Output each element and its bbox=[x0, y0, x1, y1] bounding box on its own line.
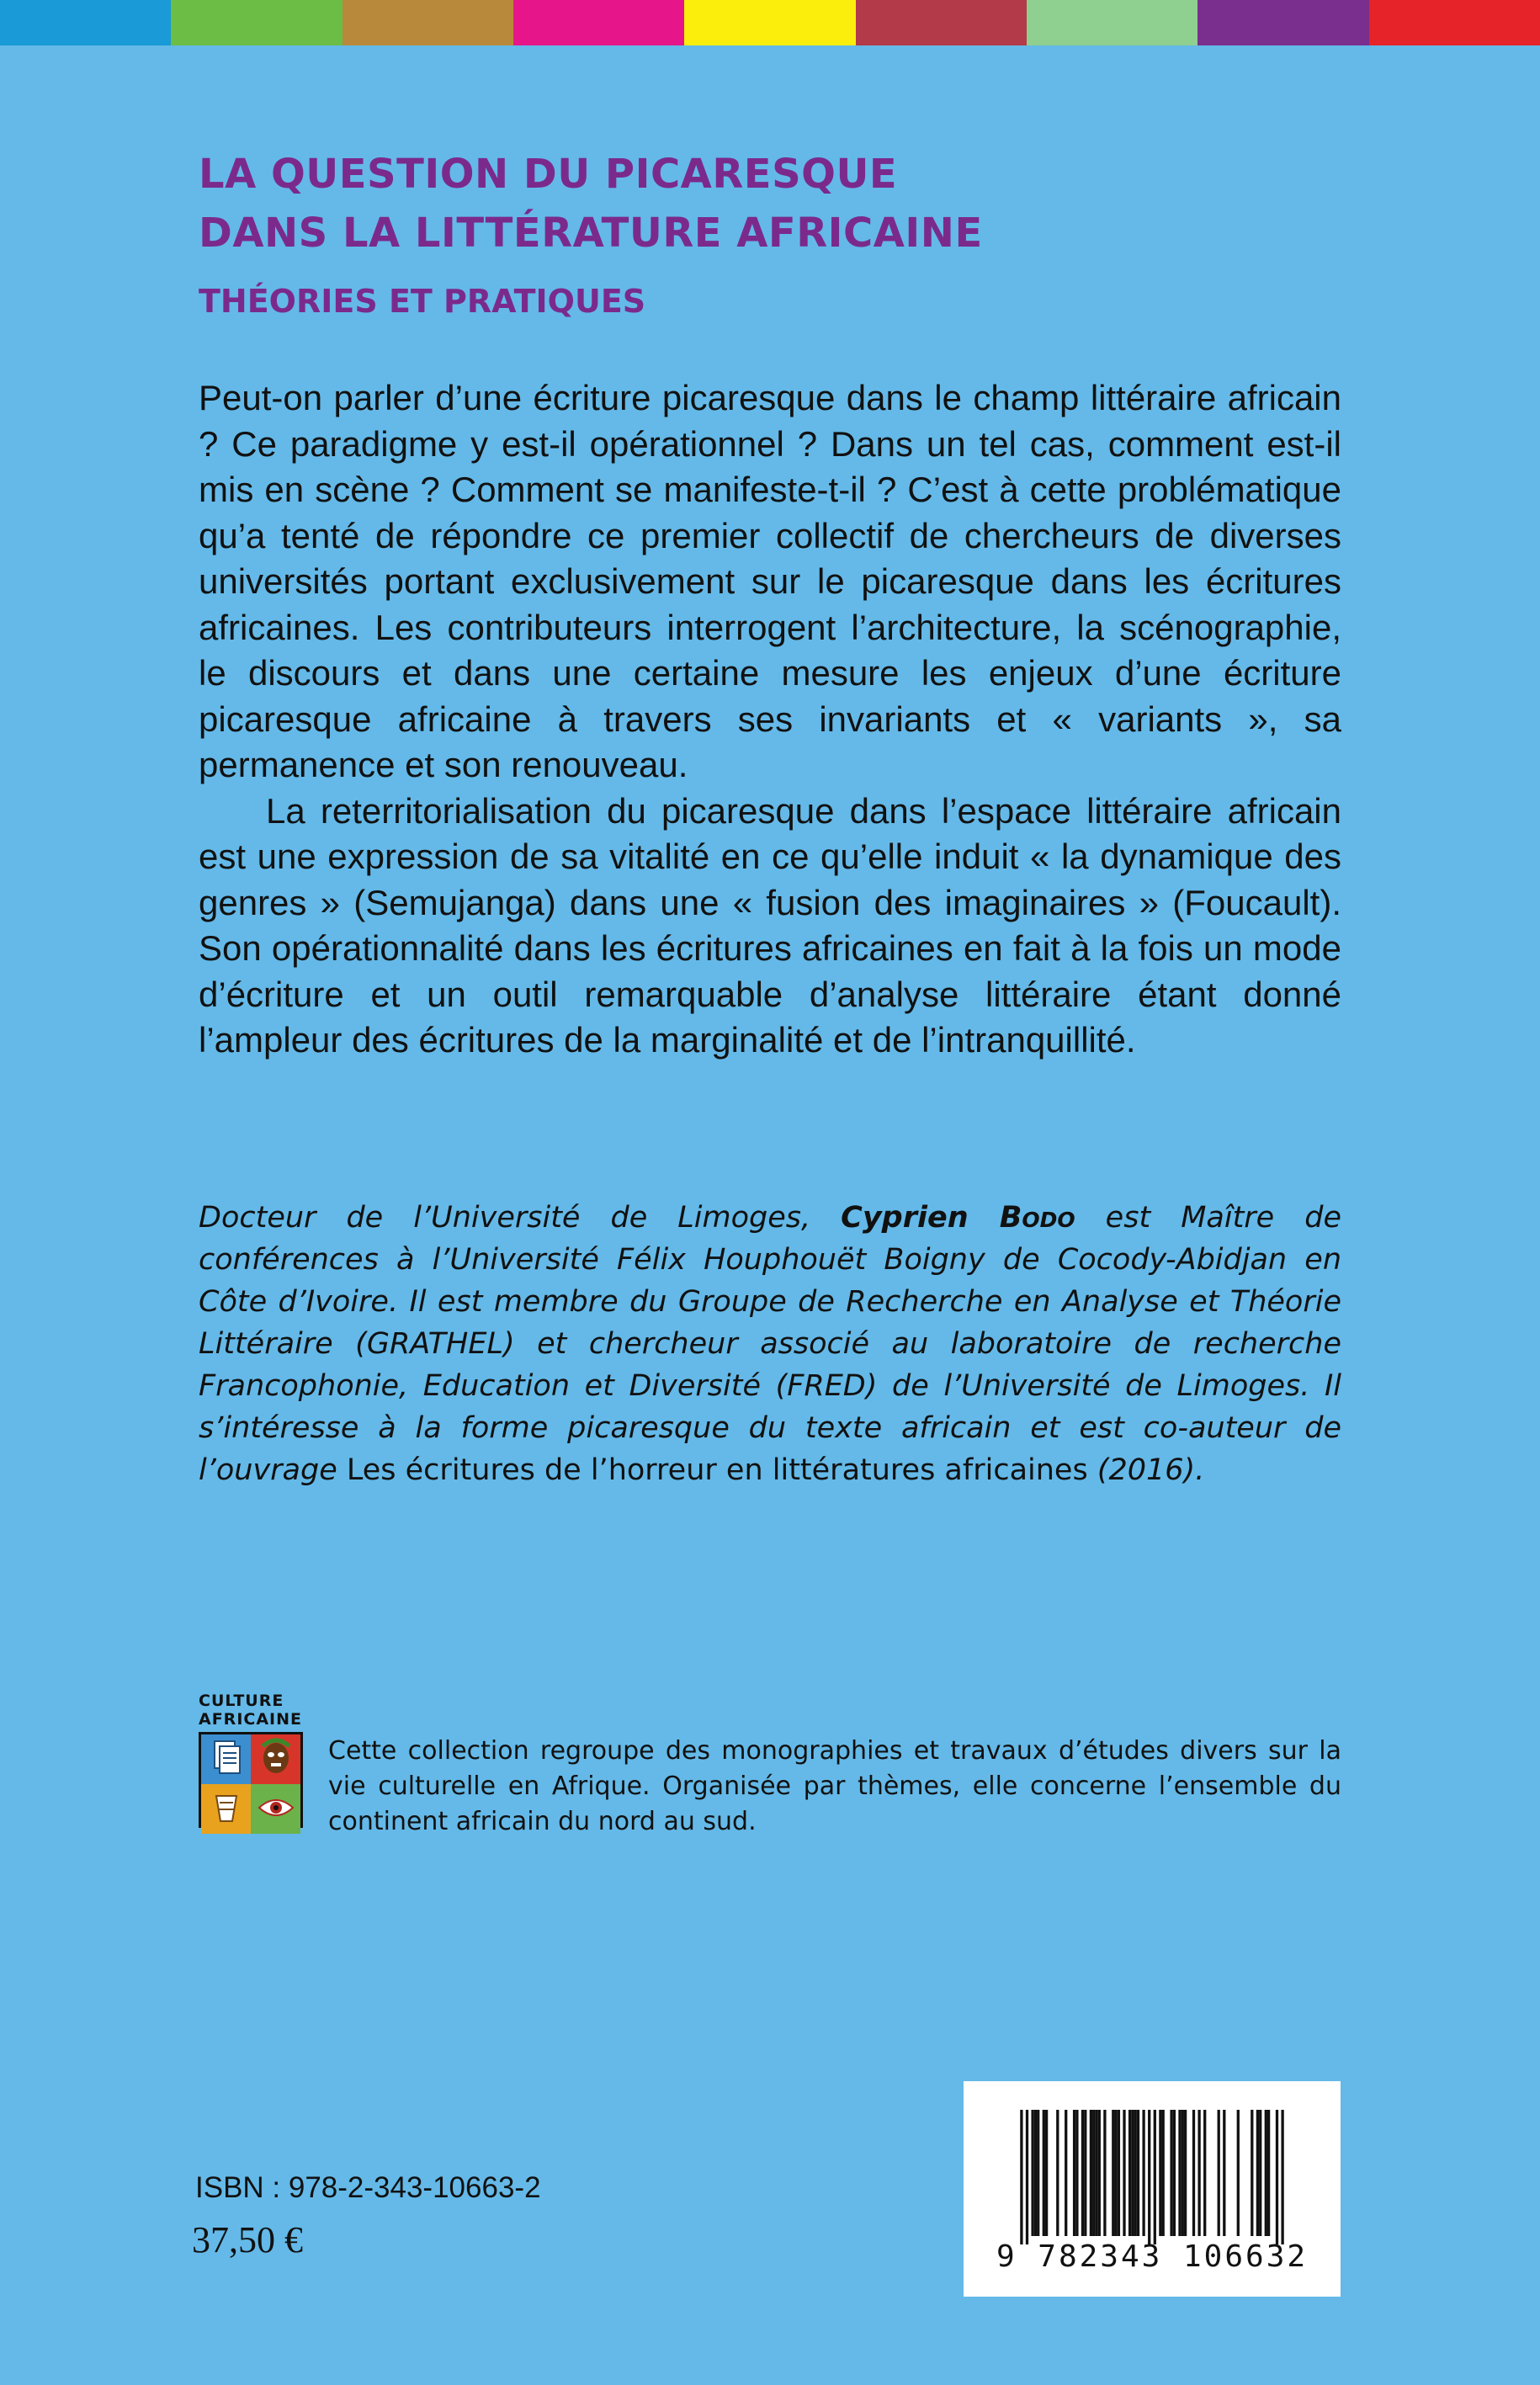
barcode-bar bbox=[1159, 2110, 1161, 2236]
logo-grid bbox=[199, 1732, 303, 1828]
barcode-bar bbox=[1128, 2110, 1131, 2236]
barcode-digits: 9 782343 106632 bbox=[996, 2239, 1309, 2274]
color-stripe bbox=[513, 0, 684, 45]
book-year: (2016). bbox=[1087, 1453, 1205, 1487]
barcode-bar bbox=[1092, 2110, 1095, 2236]
author-bio bbox=[199, 1197, 1341, 1491]
barcode-bar bbox=[1034, 2110, 1037, 2236]
barcode-bar bbox=[1182, 2110, 1184, 2236]
barcode-bar bbox=[1137, 2110, 1139, 2236]
barcode-bar bbox=[1131, 2110, 1134, 2236]
barcode-bar bbox=[1098, 2110, 1101, 2236]
blurb-paragraph-1: Peut-on parler d’une écriture picaresque dans le champ littéraire africain ? Ce paradigme y est-il opérationnel ? Dans un tel cas, comment est-il mis en scène ? Comment se manifeste-t-il ? C’est à cette problématique qu’a tenté de répondre ce premier collectif de chercheurs de diverses universités portant exclusivement sur le picaresque dans les écritures africaines. Les contributeurs interrogent l’architecture, la scénographie, le discours et dans une certaine mesure les enjeux d’une écriture picaresque africaine à travers ses invariants et « variants », sa permanence et son renouveau. bbox=[199, 378, 1341, 784]
barcode-bar bbox=[1045, 2110, 1048, 2236]
price: 37,50 € bbox=[192, 2219, 303, 2260]
blurb-paragraph-2: La reterritorialisation du picaresque dans l’espace littéraire africain est une expression de sa vitalité en ce qu’elle induit « la dynamique des genres » (Semujanga) dans une « fusion des imaginaires » (Foucault). Son opérationnalité dans les écritures africaines en fait à la fois un mode d’écriture et un outil remarquable d’analyse littéraire étant donné l’ampleur des écritures de la marginalité et de l’intranquillité. bbox=[199, 790, 1341, 1060]
barcode-bar bbox=[1267, 2110, 1270, 2236]
barcode-bar bbox=[1043, 2110, 1045, 2236]
title-line-1: LA QUESTION DU PICARESQUE bbox=[199, 151, 898, 198]
eye-icon bbox=[251, 1784, 300, 1834]
barcode-bar bbox=[1256, 2110, 1259, 2236]
barcode-bar bbox=[1173, 2110, 1176, 2236]
title-line-2: DANS LA LITTÉRATURE AFRICAINE bbox=[199, 210, 983, 257]
barcode-bar bbox=[1073, 2110, 1075, 2236]
barcode-bar bbox=[1065, 2110, 1067, 2236]
barcode bbox=[964, 2081, 1341, 2297]
logo-label-2: AFRICAINE bbox=[199, 1710, 302, 1729]
author-name: Cyprien Bodo bbox=[841, 1201, 1075, 1235]
barcode-bar bbox=[1037, 2110, 1039, 2236]
color-stripe bbox=[684, 0, 855, 45]
barcode-bar bbox=[1112, 2110, 1114, 2236]
barcode-bar bbox=[1134, 2110, 1137, 2236]
blurb bbox=[199, 375, 1341, 1064]
barcode-bar bbox=[1075, 2110, 1078, 2236]
barcode-bar bbox=[1020, 2110, 1022, 2244]
document-icon bbox=[201, 1734, 251, 1784]
barcode-bar bbox=[1103, 2110, 1106, 2236]
color-stripes bbox=[0, 0, 1540, 45]
barcode-bars bbox=[964, 2081, 1341, 2250]
barcode-bar bbox=[1197, 2110, 1200, 2236]
barcode-bar bbox=[1114, 2110, 1117, 2236]
color-stripe bbox=[1369, 0, 1540, 45]
barcode-bar bbox=[1031, 2110, 1033, 2236]
color-stripe bbox=[856, 0, 1027, 45]
barcode-bar bbox=[1148, 2110, 1150, 2244]
barcode-bar bbox=[1170, 2110, 1172, 2236]
barcode-bar bbox=[1265, 2110, 1267, 2236]
collection-description: Cette collection regroupe des monographies et travaux d’études divers sur la vie culturelle en Afrique. Organisée par thèmes, elle concerne l’ensemble du continent africain du nord au sud. bbox=[328, 1736, 1341, 1836]
barcode-bar bbox=[1281, 2110, 1283, 2244]
bio-text: est Maître de conférences à l’Université Félix Houphouët Boigny de Cocody-Abidjan en Côte d’Ivoire. Il est membre du Groupe de Recherche en Analyse et Théorie Littéraire (GRATHEL) et chercheur associé au laboratoire de recherche Francophonie, Education et Diversité (FRED) de l’Université de Limoges. Il s’intéresse à la forme picaresque du texte africain et est co-auteur de l’ouvrage bbox=[199, 1201, 1341, 1487]
barcode-bar bbox=[1223, 2110, 1225, 2236]
barcode-bar bbox=[1026, 2110, 1028, 2244]
barcode-bar bbox=[1162, 2110, 1165, 2236]
barcode-bar bbox=[1184, 2110, 1187, 2236]
color-stripe bbox=[171, 0, 342, 45]
barcode-bar bbox=[1154, 2110, 1156, 2244]
book-reference: Les écritures de l’horreur en littératures africaines bbox=[346, 1453, 1088, 1487]
barcode-bar bbox=[1218, 2110, 1220, 2236]
barcode-bar bbox=[1090, 2110, 1092, 2236]
barcode-bar bbox=[1142, 2110, 1144, 2236]
barcode-bar bbox=[1178, 2110, 1181, 2236]
book-subtitle: THÉORIES ET PRATIQUES bbox=[199, 283, 646, 320]
barcode-bar bbox=[1118, 2110, 1120, 2236]
barcode-bar bbox=[1203, 2110, 1206, 2236]
barcode-bar bbox=[1056, 2110, 1059, 2236]
color-stripe bbox=[1197, 0, 1368, 45]
barcode-bar bbox=[1237, 2110, 1240, 2236]
barcode-bar bbox=[1123, 2110, 1125, 2236]
color-stripe bbox=[0, 0, 171, 45]
mask-icon bbox=[251, 1734, 300, 1784]
bio-intro: Docteur de l’Université de Limoges, bbox=[199, 1201, 842, 1235]
barcode-bar bbox=[1192, 2110, 1195, 2236]
barcode-bar bbox=[1081, 2110, 1084, 2236]
color-stripe bbox=[1027, 0, 1197, 45]
barcode-bar bbox=[1251, 2110, 1253, 2236]
isbn: ISBN : 978-2-343-10663-2 bbox=[195, 2171, 541, 2204]
drum-icon bbox=[201, 1784, 251, 1834]
barcode-bar bbox=[1084, 2110, 1086, 2236]
book-title bbox=[199, 145, 1377, 263]
collection-logo bbox=[199, 1692, 308, 1828]
barcode-bar bbox=[1276, 2110, 1278, 2244]
barcode-bar bbox=[1259, 2110, 1261, 2236]
barcode-bar bbox=[1095, 2110, 1097, 2236]
logo-label-1: CULTURE bbox=[199, 1692, 284, 1710]
color-stripe bbox=[343, 0, 513, 45]
